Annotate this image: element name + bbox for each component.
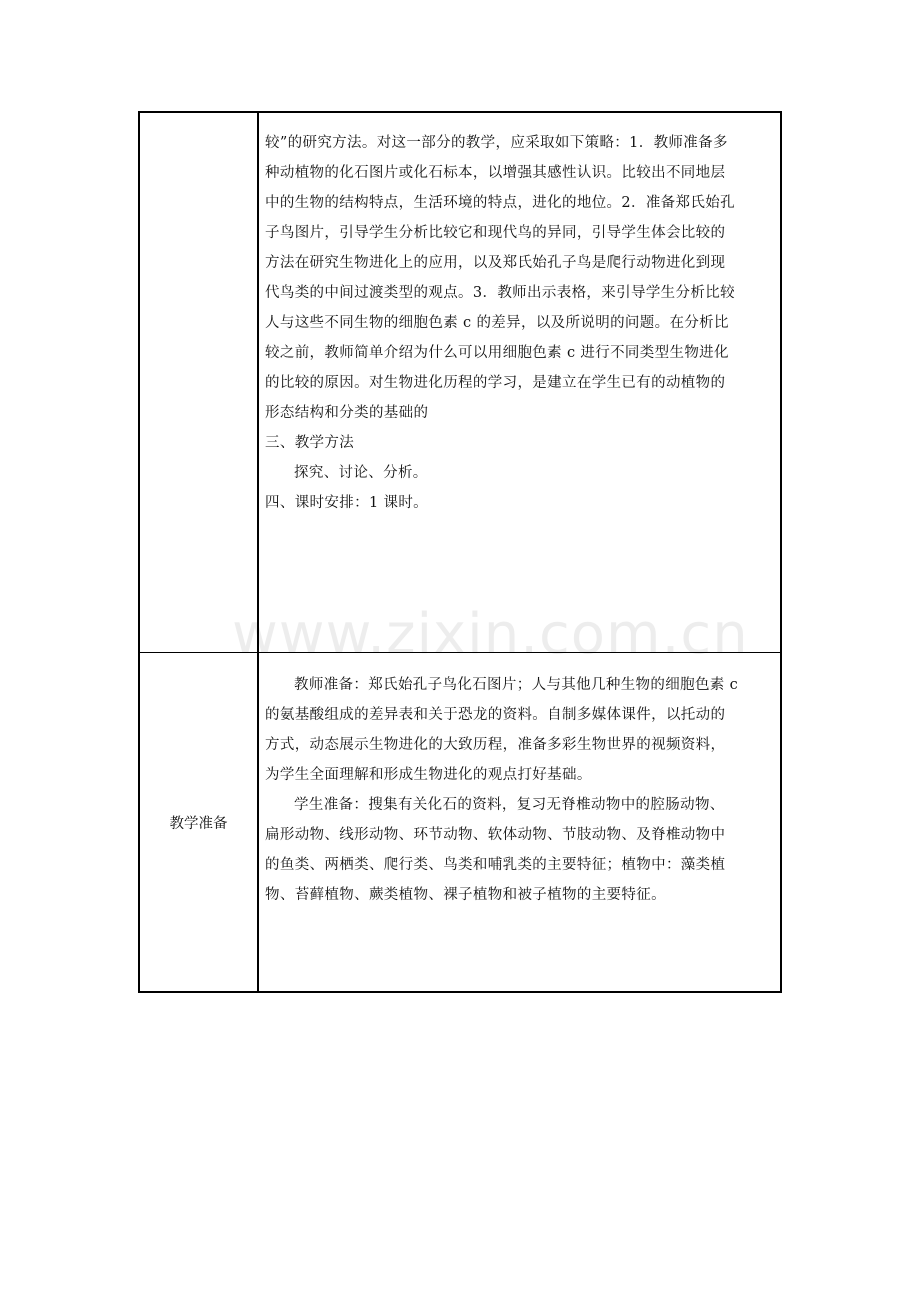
text-line: 为学生全面理解和形成生物进化的观点打好基础。 [265,767,592,783]
text-line: 形态结构和分类的基础的 [265,405,429,421]
lesson-plan-table [138,111,782,993]
text-line: 探究、讨论、分析。 [294,465,428,481]
watermark: www.zixin.com.cn [232,602,749,667]
text-line: 较”的研究方法。对这一部分的教学，应采取如下策略：1．教师准备多 [265,135,728,151]
text-line: 的氨基酸组成的差异表和关于恐龙的资料。自制多媒体课件，以托动的 [265,707,726,723]
section-heading: 四、课时安排：1 课时。 [265,495,429,511]
text-line: 方式，动态展示生物进化的大致历程，准备多彩生物世界的视频资料， [265,737,726,753]
text-line: 学生准备：搜集有关化石的资料，复习无脊椎动物中的腔肠动物、 [294,797,725,813]
text-line: 种动植物的化石图片或化石标本，以增强其感性认识。比较出不同地层 [265,165,726,181]
text-line: 物、苔藓植物、蕨类植物、裸子植物和被子植物的主要特征。 [265,887,666,903]
text-line: 人与这些不同生物的细胞色素 c 的差异，以及所说明的问题。在分析比 [265,315,729,331]
text-line: 的鱼类、两栖类、爬行类、鸟类和哺乳类的主要特征；植物中：藻类植 [265,857,726,873]
text-line: 扁形动物、线形动物、环节动物、软体动物、节肢动物、及脊椎动物中 [265,827,726,843]
text-line: 中的生物的结构特点，生活环境的特点，进化的地位。2．准备郑氏始孔 [265,195,735,211]
text-line: 代鸟类的中间过渡类型的观点。3．教师出示表格，来引导学生分析比较 [265,285,735,301]
text-line: 教师准备：郑氏始孔子鸟化石图片；人与其他几种生物的细胞色素 c [294,677,739,693]
row-divider [140,652,780,653]
text-line: 较之前，教师简单介绍为什么可以用细胞色素 c 进行不同类型生物进化 [265,345,729,361]
row2-content [265,670,738,910]
row-label: 教学准备 [169,816,228,832]
text-line: 的比较的原因。对生物进化历程的学习，是建立在学生已有的动植物的 [265,375,726,391]
section-heading: 三、教学方法 [265,435,355,451]
column-divider [257,113,259,991]
row1-content [265,128,735,518]
text-line: 方法在研究生物进化上的应用，以及郑氏始孔子鸟是爬行动物进化到现 [265,255,726,271]
text-line: 子鸟图片，引导学生分析比较它和现代鸟的异同，引导学生体会比较的 [265,225,726,241]
